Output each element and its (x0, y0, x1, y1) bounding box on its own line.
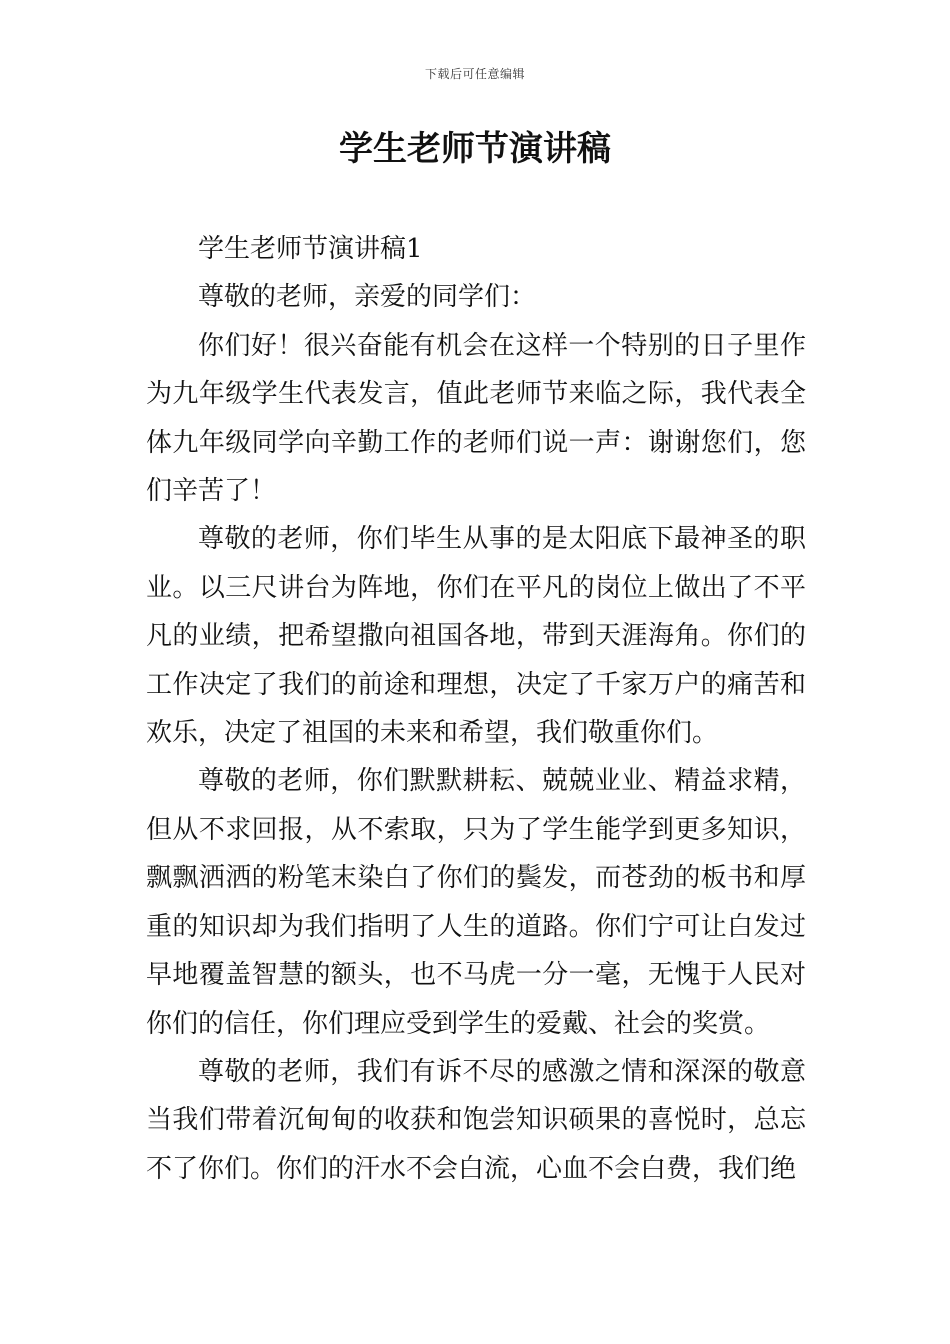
paragraph: 尊敬的老师，你们毕生从事的是太阳底下最神圣的职业。以三尺讲台为阵地，你们在平凡的岗位上做出了不平凡的业绩，把希望撒向祖国各地，带到天涯海角。你们的工作决定了我们的前途和理想，决定了千家万户的痛苦和欢乐，决定了祖国的未来和希望，我们敬重你们。 (146, 524, 806, 749)
speech-heading: 学生老师节演讲稿1 (198, 234, 423, 264)
document-body (146, 225, 806, 1193)
document-title: 学生老师节演讲稿 (339, 129, 611, 169)
page-header-note: 下载后可任意编辑 (424, 67, 525, 81)
paragraph: 尊敬的老师，你们默默耕耘、兢兢业业、精益求精，但从不求回报，从不索取，只为了学生能学到更多知识，飘飘洒洒的粉笔末染白了你们的鬓发，而苍劲的板书和厚重的知识却为我们指明了人生的道路。你们宁可让白发过早地覆盖智慧的额头，也不马虎一分一毫，无愧于人民对你们的信任，你们理应受到学生的爱戴、社会的奖赏。 (146, 766, 806, 1039)
salutation: 尊敬的老师，亲爱的同学们： (198, 282, 537, 313)
paragraph: 尊敬的老师，我们有诉不尽的感激之情和深深的敬意当我们带着沉甸甸的收获和饱尝知识硕果的喜悦时，总忘不了你们。你们的汗水不会白流，心血不会白费，我们绝 (146, 1056, 806, 1184)
paragraph: 你们好！很兴奋能有机会在这样一个特别的日子里作为九年级学生代表发言，值此老师节来临之际，我代表全体九年级同学向辛勤工作的老师们说一声：谢谢您们，您们辛苦了！ (146, 330, 806, 507)
